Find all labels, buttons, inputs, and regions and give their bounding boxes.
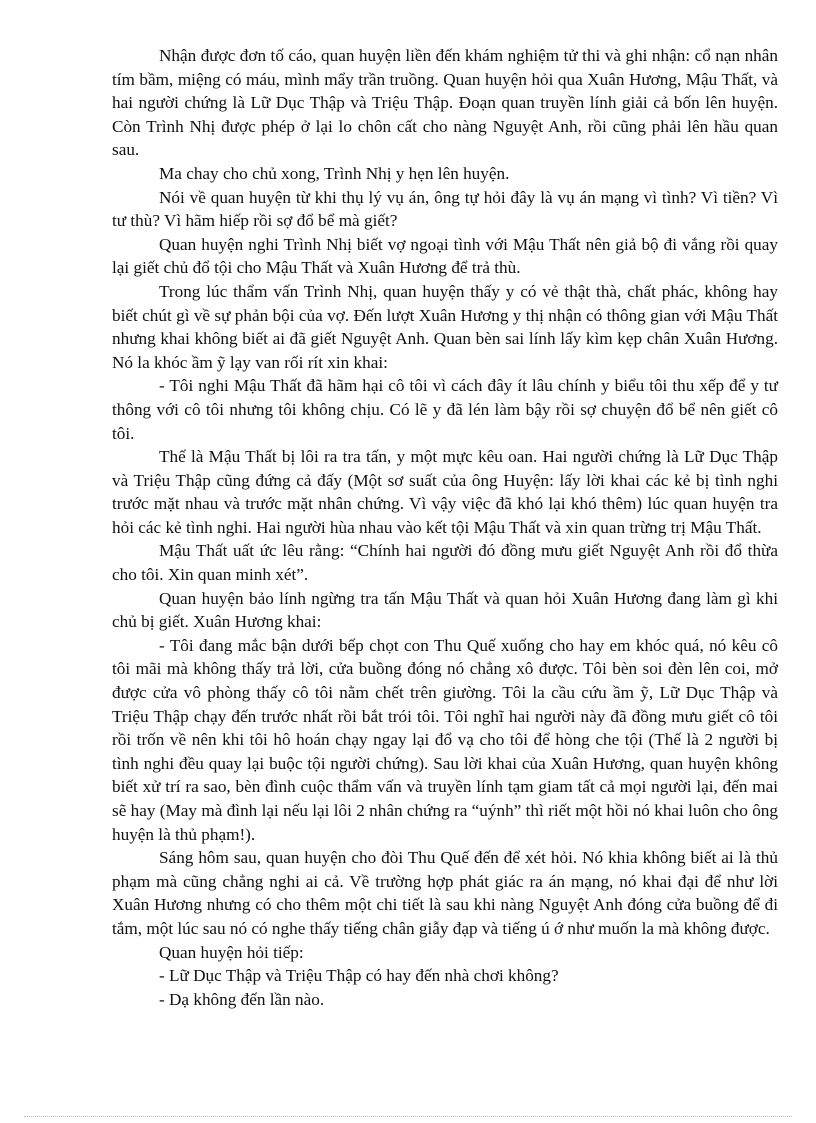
paragraph-5: Trong lúc thẩm vấn Trình Nhị, quan huyện thấy y có vẻ thật thà, chất phác, không hay biết chút gì về sự phản bội của vợ. Đến lượt Xuân Hương y thị nhận có thông gian với Mậu Thất nhưng khai không biết ai đã giết Nguyệt Anh. Quan bèn sai lính lấy kìm kẹp chân Xuân Hương. Nó la khóc ầm ỹ lạy van rối rít xin khai: [112, 281, 778, 372]
paragraph-1: Nhận được đơn tố cáo, quan huyện liền đến khám nghiệm tử thi và ghi nhận: cổ nạn nhân tím bầm, miệng có máu, mình mẩy trần truồng. Quan huyện hỏi qua Xuân Hương, Mậu Thất, và hai người chứng là Lữ Dục Thập và Triệu Thập. Đoạn quan truyền lính giải cả bốn lên huyện. Còn Trình Nhị được phép ở lại lo chôn cất cho nàng Nguyệt Anh, rồi cũng phải lên hầu quan sau. [112, 46, 778, 160]
paragraph-3: Nói về quan huyện từ khi thụ lý vụ án, ông tự hỏi đây là vụ án mạng vì tình? Vì tiền? Vì tư thù? Vì hãm hiếp rồi sợ đổ bể mà giết? [112, 187, 778, 231]
paragraph-13: - Lữ Dục Thập và Triệu Thập có hay đến nhà chơi không? [159, 966, 559, 986]
paragraph-7: Thế là Mậu Thất bị lôi ra tra tấn, y một mực kêu oan. Hai người chứng là Lữ Dục Thập và Triệu Thập cũng đứng cả đấy (Một sơ suất của ông Huyện: lấy lời khai các kẻ bị tình nghi trước mặt nhau và trước mặt nhân chứng. Vì vậy việc đã khó lại khó thêm) lúc quan huyện tra hỏi các kẻ tình nghi. Hai người hùa nhau vào kết tội Mậu Thất và xin quan trừng trị Mậu Thất. [112, 447, 778, 537]
paragraph-9: Quan huyện bảo lính ngừng tra tấn Mậu Thất và quan hỏi Xuân Hương đang làm gì khi chủ bị giết. Xuân Hương khai: [112, 588, 778, 632]
paragraph-10: - Tôi đang mắc bận dưới bếp chọt con Thu Quế xuống cho hay em khóc quá, nó kêu cô tôi mãi mà không thấy trả lời, cửa buồng đóng nó chẳng xô được. Tôi bèn soi đèn lên coi, mở được cửa vô phòng thấy cô tôi nằm chết trên giường. Tôi la cầu cứu ầm ỹ, Lữ Dục Thập và Triệu Thập chạy đến trước nhất rồi bắt trói tôi. Tôi nghĩ hai người này đã đồng mưu giết cô tôi rồi trốn về nên khi tôi hô hoán chạy ngay lại đổ vạ cho tôi để hòng che tội (Thế là 2 người bị tình nghi đều quay lại buộc tội người chứng). Sau lời khai của Xuân Hương, quan huyện không biết xử trí ra sao, bèn đình cuộc thẩm vấn và truyền lính tạm giam tất cả mọi người lại, đến mai sẽ hay (May mà đình lại nếu lại lôi 2 nhân chứng ra “uýnh” thì riết một hồi nó khai luôn cho ông huyện là thủ phạm!). [112, 635, 778, 844]
paragraph-6: - Tôi nghi Mậu Thất đã hãm hại cô tôi vì cách đây ít lâu chính y biểu tôi thu xếp để y tư thông với cô tôi nhưng tôi không chịu. Có lẽ y đã lén làm bậy rồi sợ chuyện đổ bể nên giết cô tôi. [112, 376, 778, 443]
paragraph-14: - Dạ không đến lần nào. [159, 989, 325, 1009]
paragraph-12: Quan huyện hỏi tiếp: [159, 942, 304, 962]
paragraph-2: Ma chay cho chủ xong, Trình Nhị y hẹn lên huyện. [159, 163, 510, 183]
paragraph-8: Mậu Thất uất ức lêu rằng: “Chính hai người đó đồng mưu giết Nguyệt Anh rồi đổ thừa cho tôi. Xin quan minh xét”. [112, 541, 778, 585]
document-page [112, 44, 778, 1011]
paragraph-4: Quan huyện nghi Trình Nhị biết vợ ngoại tình với Mậu Thất nên giả bộ đi vắng rồi quay lại giết chủ đổ tội cho Mậu Thất và Xuân Hương để trả thù. [112, 234, 778, 278]
paragraph-11: Sáng hôm sau, quan huyện cho đòi Thu Quế đến để xét hỏi. Nó khia không biết ai là thủ phạm mà cũng chẳng nghi ai cả. Về trường hợp phát giác ra án mạng, nó khai đại để như lời Xuân Hương nhưng có cho thêm một chi tiết là sau khi nàng Nguyệt Anh đóng cửa buồng để đi tắm, một lúc sau nó có nghe thấy tiếng chân giẫy đạp và tiếng ú ớ như muốn la mà không được. [112, 848, 778, 938]
page-bottom-divider [24, 1116, 792, 1117]
